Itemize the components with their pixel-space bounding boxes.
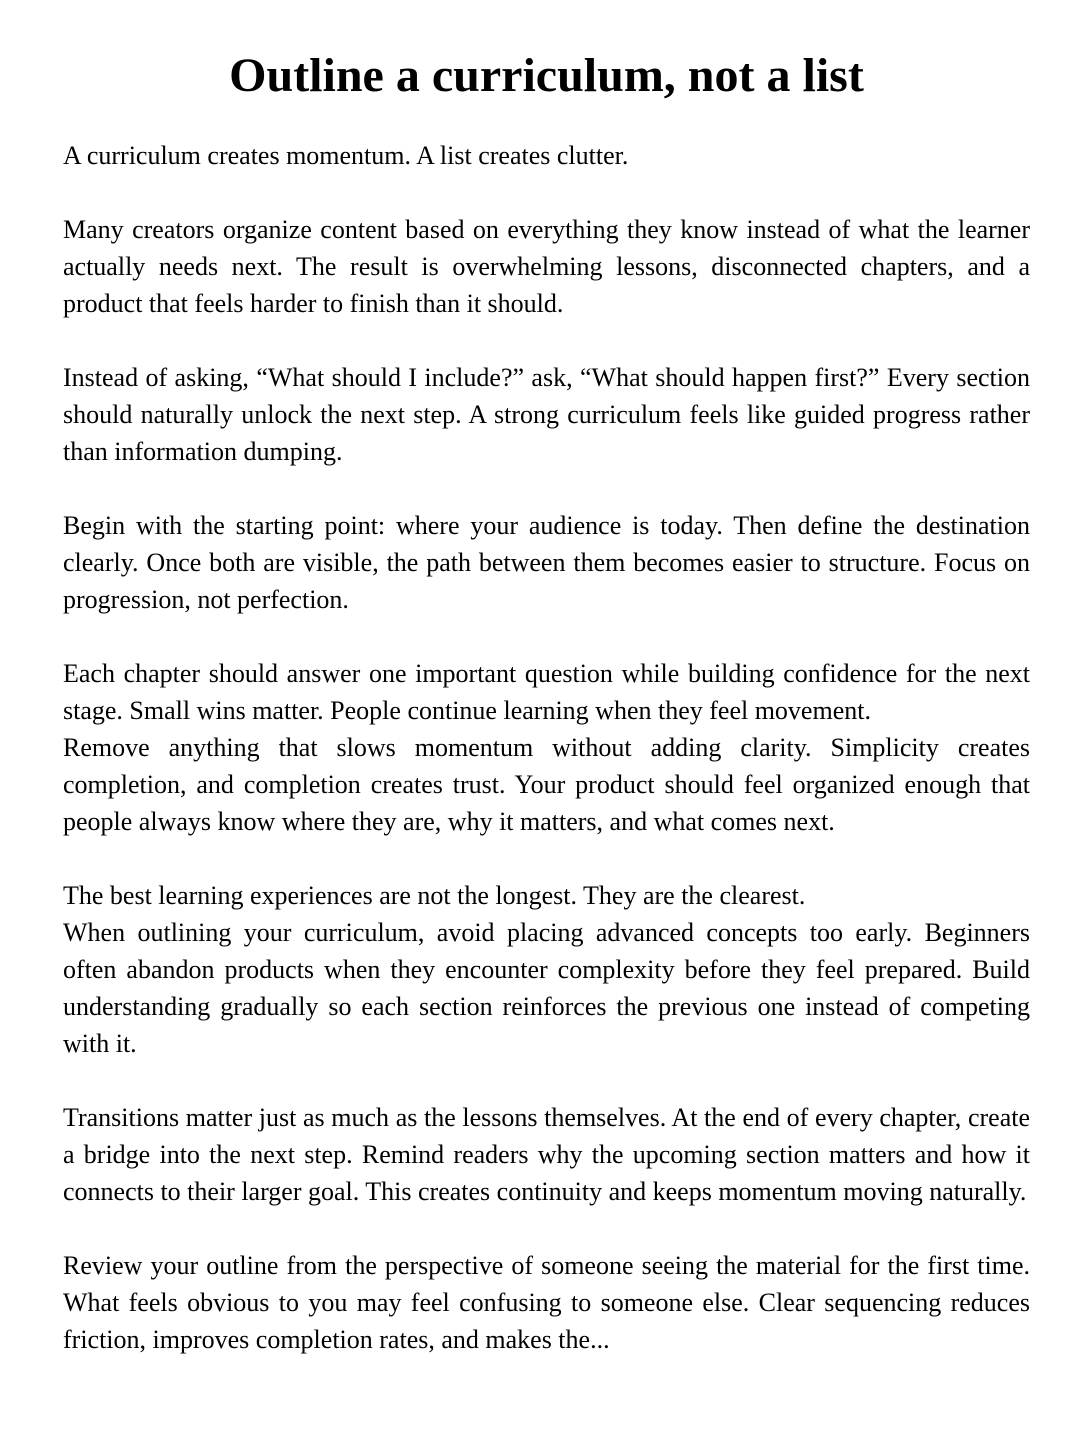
paragraph-best-learning: The best learning experiences are not the longest. They are the clearest.: [63, 881, 806, 910]
paragraph-instead: Instead of asking, “What should I include?” ask, “What should happen first?” Every section should naturally unlock the next step. A strong curriculum feels like guided progress rather than information dumping.: [63, 363, 1030, 466]
paragraph-intro: A curriculum creates momentum. A list creates clutter.: [63, 141, 629, 170]
paragraph-begin: Begin with the starting point: where your audience is today. Then define the destination clearly. Once both are visible, the path between them becomes easier to structure. Focus on progression, not perfection.: [63, 511, 1030, 614]
paragraph-review: Review your outline from the perspective of someone seeing the material for the first time. What feels obvious to you may feel confusing to someone else. Clear sequencing reduces friction, improves completion rates, and makes the...: [63, 1251, 1030, 1354]
page-title: Outline a curriculum, not a list: [229, 49, 864, 102]
paragraph-remove: Remove anything that slows momentum without adding clarity. Simplicity creates completion, and completion creates trust. Your product should feel organized enough that people always know where they are, why it matters, and what comes next.: [63, 733, 1030, 836]
document-page: [63, 0, 1030, 1358]
paragraph-transitions: Transitions matter just as much as the lessons themselves. At the end of every chapter, create a bridge into the next step. Remind readers why the upcoming section matters and how it connects to their larger goal. This creates continuity and keeps momentum moving naturally.: [63, 1103, 1030, 1206]
paragraph-each-chapter: Each chapter should answer one important question while building confidence for the next stage. Small wins matter. People continue learning when they feel movement.: [63, 659, 1030, 725]
paragraph-organize: Many creators organize content based on everything they know instead of what the learner actually needs next. The result is overwhelming lessons, disconnected chapters, and a product that feels harder to finish than it should.: [63, 215, 1030, 318]
paragraph-outlining: When outlining your curriculum, avoid placing advanced concepts too early. Beginners often abandon products when they encounter complexity before they feel prepared. Build understanding gradually so each section reinforces the previous one instead of competing with it.: [63, 918, 1030, 1058]
